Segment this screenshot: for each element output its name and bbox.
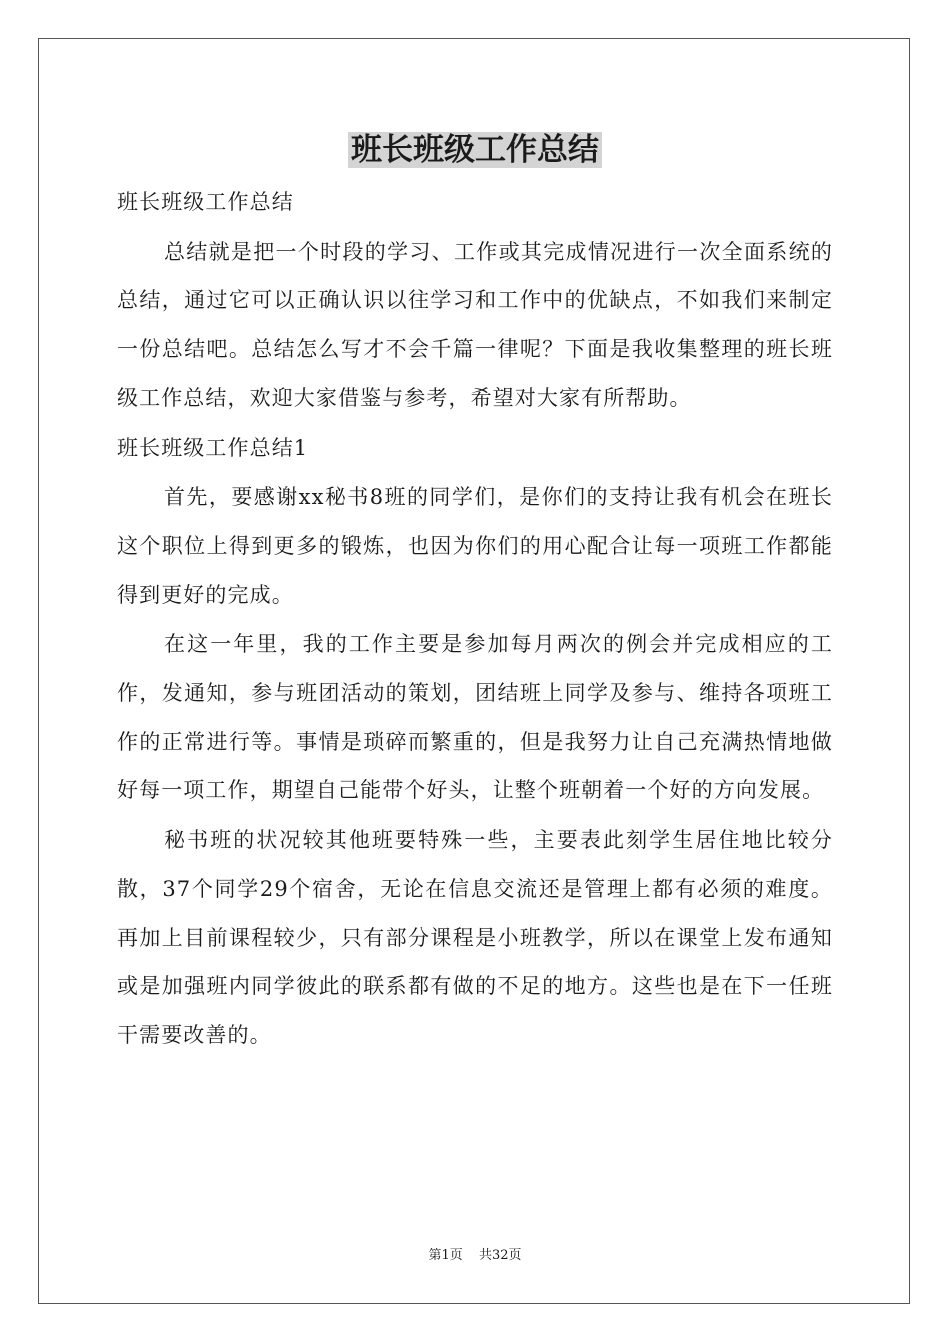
page-number: 第1页 bbox=[428, 1248, 463, 1263]
body-paragraph: 秘书班的状况较其他班要特殊一些，主要表此刻学生居住地比较分散，37个同学29个宿舍，无论在信息交流还是管理上都有必须的难度。再加上目前课程较少，只有部分课程是小班教学，所以在课堂上发布通知或是加强班内同学彼此的联系都有做的不足的地方。这些也是在下一任班干需要改善的。 bbox=[117, 828, 833, 1047]
section-heading: 班长班级工作总结1 bbox=[117, 435, 309, 460]
page-footer bbox=[0, 1247, 950, 1265]
document-title-text: 班长班级工作总结 bbox=[348, 132, 602, 168]
document-title bbox=[0, 128, 950, 172]
body-paragraph: 在这一年里，我的工作主要是参加每月两次的例会并完成相应的工作，发通知，参与班团活动的策划，团结班上同学及参与、维持各项班工作的正常进行等。事情是琐碎而繁重的，但是我努力让自己充满热情地做好每一项工作，期望自己能带个好头，让整个班朝着一个好的方向发展。 bbox=[117, 632, 833, 803]
document-body bbox=[117, 178, 833, 1061]
body-paragraph: 总结就是把一个时段的学习、工作或其完成情况进行一次全面系统的总结，通过它可以正确认识以往学习和工作中的优缺点，不如我们来制定一份总结吧。总结怎么写才不会千篇一律呢？下面是我收集整理的班长班级工作总结，欢迎大家借鉴与参考，希望对大家有所帮助。 bbox=[117, 239, 833, 410]
body-paragraph: 首先，要感谢xx秘书8班的同学们，是你们的支持让我有机会在班长这个职位上得到更多的锻炼，也因为你们的用心配合让每一项班工作都能得到更好的完成。 bbox=[117, 485, 833, 607]
section-heading: 班长班级工作总结 bbox=[117, 190, 294, 214]
total-pages: 共32页 bbox=[478, 1248, 522, 1263]
